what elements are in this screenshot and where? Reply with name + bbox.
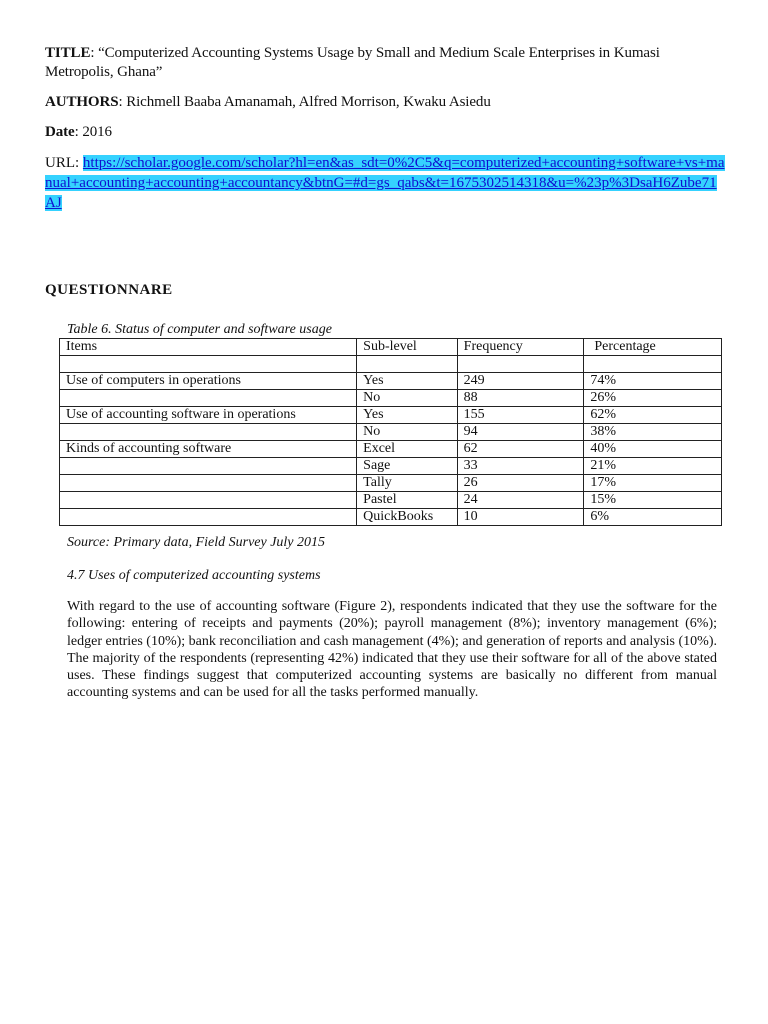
table-cell: Pastel	[357, 492, 458, 509]
table-cell: Excel	[357, 441, 458, 458]
table-cell: Yes	[357, 373, 458, 390]
table-cell	[457, 356, 584, 373]
table-cell: No	[357, 424, 458, 441]
header-percentage: Percentage	[584, 339, 722, 356]
table-cell: 249	[457, 373, 584, 390]
url-label: URL:	[45, 155, 80, 171]
table-row	[60, 373, 722, 390]
table-cell: 94	[457, 424, 584, 441]
table-cell: 6%	[584, 509, 722, 526]
table-cell: 26%	[584, 390, 722, 407]
table-row	[60, 458, 722, 475]
table-row	[60, 407, 722, 424]
table-cell: Use of computers in operations	[60, 373, 357, 390]
table-row	[60, 475, 722, 492]
table-cell: 26	[457, 475, 584, 492]
table-cell: 24	[457, 492, 584, 509]
table-cell: 10	[457, 509, 584, 526]
title-label: TITLE	[45, 45, 91, 61]
table-cell	[60, 509, 357, 526]
url-link[interactable]: https://scholar.google.com/scholar?hl=en&as_sdt=0%2C5&q=computerized+accounting+software+vs+manual+accounting+accounting+accountancy&btnG=#d=gs_qabs&t=1675302514318&u=%23p%3DsaH6Zube71AJ	[45, 155, 725, 211]
table-cell: 38%	[584, 424, 722, 441]
table-cell: 62	[457, 441, 584, 458]
authors-line: AUTHORS: Richmell Baaba Amanamah, Alfred Morrison, Kwaku Asiedu	[45, 94, 491, 110]
table-cell: Use of accounting software in operations	[60, 407, 357, 424]
header-items: Items	[60, 339, 357, 356]
title-line: TITLE: “Computerized Accounting Systems Usage by Small and Medium Scale Enterprises in Kumasi Metropolis, Ghana”	[45, 45, 660, 80]
table-cell	[357, 356, 458, 373]
table-row	[60, 424, 722, 441]
table-cell: Tally	[357, 475, 458, 492]
section-title: QUESTIONNARE	[45, 282, 173, 298]
table-row	[60, 441, 722, 458]
table-row	[60, 390, 722, 407]
table-cell: No	[357, 390, 458, 407]
table-row	[60, 356, 722, 373]
table-source: Source: Primary data, Field Survey July 2015	[67, 535, 326, 550]
date-label: Date	[45, 124, 75, 140]
date-value: 2016	[82, 124, 112, 140]
title-value: “Computerized Accounting Systems Usage by Small and Medium Scale Enterprises in Kumasi Metropolis, Ghana”	[45, 45, 660, 80]
table-cell	[60, 390, 357, 407]
table-cell	[60, 475, 357, 492]
table-cell	[60, 458, 357, 475]
table-cell: QuickBooks	[357, 509, 458, 526]
table-row	[60, 509, 722, 526]
table-caption: Table 6. Status of computer and software usage	[67, 322, 332, 337]
table-cell: 17%	[584, 475, 722, 492]
table-cell	[60, 424, 357, 441]
table-cell: 33	[457, 458, 584, 475]
table-cell	[60, 492, 357, 509]
body-paragraph: With regard to the use of accounting software (Figure 2), respondents indicated that they use the software for the following: entering of receipts and payments (20%); payroll management (8%); inventory management (6%); ledger entries (10%); bank reconciliation and cash management (4%); and generation of reports and analysis (10%). The majority of the respondents (representing 42%) indicated that they use their software for all of the above stated uses. These findings suggest that computerized accounting systems are basically no different from manual accounting systems and can be used for all the tasks performed manually.	[67, 599, 717, 701]
table-row	[60, 492, 722, 509]
section-heading: 4.7 Uses of computerized accounting systems	[67, 568, 321, 583]
status-table	[59, 338, 722, 526]
date-line: Date: 2016	[45, 124, 112, 140]
table-cell: Yes	[357, 407, 458, 424]
header-sub-level: Sub-level	[357, 339, 458, 356]
table-cell: 15%	[584, 492, 722, 509]
table-cell: 88	[457, 390, 584, 407]
table-cell	[60, 356, 357, 373]
table-cell: 62%	[584, 407, 722, 424]
table-cell: 155	[457, 407, 584, 424]
table-cell: 40%	[584, 441, 722, 458]
header-frequency: Frequency	[457, 339, 584, 356]
document-header	[45, 44, 725, 213]
table-header-row	[60, 339, 722, 356]
table-cell: 74%	[584, 373, 722, 390]
authors-label: AUTHORS	[45, 94, 119, 110]
table-cell: Sage	[357, 458, 458, 475]
table-cell	[584, 356, 722, 373]
authors-value: Richmell Baaba Amanamah, Alfred Morrison, Kwaku Asiedu	[126, 94, 491, 110]
table-cell: Kinds of accounting software	[60, 441, 357, 458]
table-cell: 21%	[584, 458, 722, 475]
url-line	[45, 153, 725, 213]
